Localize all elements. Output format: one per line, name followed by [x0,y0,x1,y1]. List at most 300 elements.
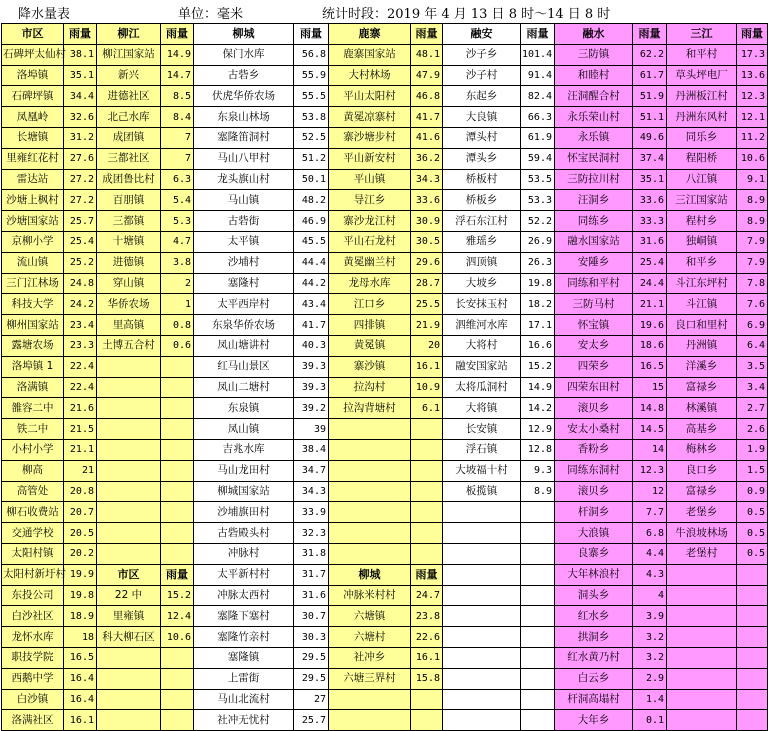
rain-value [64,252,97,273]
table-row [2,148,768,169]
table-row [2,710,768,731]
rain-label: 31.7 [301,569,326,581]
rain-label: 14.8 [639,402,664,414]
table-row [2,169,768,190]
rain-value [294,419,329,440]
rain-label: 31.6 [639,236,664,248]
station-name [194,606,294,627]
station-name [443,127,521,148]
station-name [667,315,737,336]
station-label: 丹洲镇 [685,339,718,352]
rain-value [737,523,768,544]
rain-header-label: 雨量 [166,568,188,582]
station-name [329,65,411,86]
rain-label: 39.2 [301,402,326,414]
rain-value [633,190,667,211]
station-name [194,523,294,544]
rain-label: 52.5 [301,132,326,144]
rain-label: 4.4 [645,548,664,560]
station-name [2,273,64,294]
station-name [443,419,521,440]
station-name [194,710,294,731]
station-label: 石碑坪太仙村 [3,48,66,61]
empty-cell [329,460,411,481]
rain-label: 10.6 [166,631,191,643]
rain-label: 3.5 [746,361,765,373]
rain-value [294,398,329,419]
rain-label: 20.7 [69,506,94,518]
station-name [443,231,521,252]
station-label: 保门水库 [222,48,265,61]
column-header-rain [411,564,443,585]
station-name [329,335,411,356]
rain-label: 4.3 [645,569,664,581]
station-name [97,315,161,336]
station-name [194,273,294,294]
rain-value [737,44,768,65]
table-row [2,86,768,107]
station-name [97,211,161,232]
rain-value [64,668,97,689]
rain-value [161,315,194,336]
rain-value [521,377,555,398]
column-header-station [555,24,633,45]
table-row [2,689,768,710]
station-name [2,252,64,273]
rain-value [294,294,329,315]
station-name [667,523,737,544]
rain-label: 6.8 [645,527,664,539]
rain-label: 28.7 [415,277,440,289]
station-label: 柳江国家站 [102,48,155,61]
station-name [2,502,64,523]
rain-label: 15 [651,381,664,393]
empty-cell [97,689,161,710]
station-name [2,564,64,585]
empty-cell [521,627,555,648]
station-name [2,211,64,232]
rain-value [521,398,555,419]
rain-value [633,481,667,502]
rain-label: 0.1 [645,714,664,726]
empty-cell [667,689,737,710]
column-header-rain [411,24,443,45]
station-label: 永乐荣山村 [567,110,620,123]
rain-value [64,689,97,710]
station-label: 北己水库 [107,110,150,123]
station-name [555,419,633,440]
empty-cell [737,647,768,668]
empty-cell [329,439,411,460]
period-label: 统计时段：2019 年 4 月 13 日 8 时～14 日 8 时 [322,7,611,22]
rain-value [633,502,667,523]
station-name [555,231,633,252]
station-label: 四荣乡 [577,360,610,373]
station-label: 白沙社区 [11,609,54,622]
empty-cell [737,585,768,606]
rain-label: 26.3 [527,257,552,269]
station-label: 红水黄乃村 [567,651,620,664]
rain-value [411,107,443,128]
station-name [194,668,294,689]
station-name [194,502,294,523]
station-label: 怀宝民洞村 [567,152,620,165]
rain-value [64,710,97,731]
rain-value [64,190,97,211]
station-name [667,294,737,315]
station-label: 马山八甲村 [217,152,270,165]
table-row [2,65,768,86]
table-row [2,481,768,502]
station-label: 红马山景区 [217,360,270,373]
station-label: 社冲乡 [353,651,386,664]
rain-value [633,460,667,481]
rain-label: 21.5 [69,423,94,435]
station-name [97,627,161,648]
station-name [329,211,411,232]
rain-label: 0.8 [172,319,191,331]
column-header-station [329,564,411,585]
rain-value [633,335,667,356]
rain-value [294,211,329,232]
station-label: 古砦乡 [227,68,260,81]
station-name [194,585,294,606]
empty-cell [97,419,161,440]
station-name [667,44,737,65]
table-row [2,273,768,294]
station-label: 东起乡 [465,89,498,102]
rain-value [521,107,555,128]
station-label: 马山龙田村 [217,464,270,477]
station-label: 沙塘上枫村 [6,193,59,206]
station-name [329,107,411,128]
station-label: 马山北流村 [217,692,270,705]
rain-label: 32.6 [69,111,94,123]
column-header-rain [64,24,97,45]
rain-label: 2.9 [645,673,664,685]
station-label: 沙塘国家站 [6,214,59,227]
rain-label: 35.1 [639,173,664,185]
rain-value [64,356,97,377]
station-label: 拉沟村 [353,380,386,393]
rain-label: 3.4 [746,381,765,393]
rain-value [294,564,329,585]
rain-value [521,44,555,65]
station-label: 柳城国家站 [217,484,270,497]
station-name [194,335,294,356]
rain-label: 6.9 [746,319,765,331]
rain-value [633,627,667,648]
station-name [329,668,411,689]
station-name [2,65,64,86]
rain-label: 29.5 [301,652,326,664]
rain-value [737,190,768,211]
rain-value [294,190,329,211]
rain-label: 20.8 [69,485,94,497]
station-label: 白沙镇 [16,692,49,705]
station-name [555,315,633,336]
rain-value [294,647,329,668]
rain-value [521,481,555,502]
rain-value [737,211,768,232]
station-label: 洞头乡 [577,588,610,601]
empty-cell [97,460,161,481]
station-label: 鹿寨国家站 [343,48,396,61]
rain-value [633,647,667,668]
rain-label: 21.1 [639,298,664,310]
station-name [555,252,633,273]
station-name [329,398,411,419]
station-name [555,647,633,668]
rain-label: 15.2 [166,589,191,601]
station-label: 冲脉米村村 [343,588,396,601]
rain-label: 7.9 [746,236,765,248]
rain-value [294,335,329,356]
empty-cell [737,564,768,585]
empty-cell [97,502,161,523]
station-name [97,107,161,128]
station-name [194,211,294,232]
rain-label: 7.6 [746,298,765,310]
rain-label: 30.9 [415,215,440,227]
empty-cell [443,523,521,544]
station-label: 老堡村 [685,547,718,560]
station-label: 太平镇 [227,235,260,248]
empty-cell [161,377,194,398]
station-label: 太平西岸村 [217,297,270,310]
station-label: 22 中 [114,588,143,601]
rain-value [633,377,667,398]
empty-cell [737,606,768,627]
station-name [194,377,294,398]
rain-value [737,502,768,523]
rain-label: 11.2 [740,132,765,144]
rain-label: 38.1 [69,49,94,61]
rain-value [521,335,555,356]
station-label: 汪洞醒合村 [567,89,620,102]
rain-value [521,439,555,460]
rain-value [633,86,667,107]
rain-value [294,44,329,65]
rain-label: 47.9 [415,69,440,81]
rain-value [161,65,194,86]
station-label: 红水乡 [577,609,610,622]
rain-value [521,252,555,273]
station-name [194,647,294,668]
station-label: 塞隆笛洞村 [217,131,270,144]
station-name [97,65,161,86]
rain-value [411,148,443,169]
station-label: 露塘农场 [11,339,54,352]
rain-value [294,273,329,294]
rain-label: 46.8 [415,90,440,102]
station-label: 三防镇 [577,48,610,61]
column-header-station [667,24,737,45]
rain-value [64,502,97,523]
station-label: 四排镇 [353,318,386,331]
rain-label: 7.8 [746,277,765,289]
rain-label: 3.2 [645,631,664,643]
rain-label: 12.9 [527,423,552,435]
empty-cell [667,710,737,731]
rain-label: 31.8 [301,548,326,560]
empty-cell [97,647,161,668]
rain-value [294,356,329,377]
table-row [2,502,768,523]
table-row [2,315,768,336]
station-name [194,65,294,86]
rain-value [737,398,768,419]
rain-value [64,65,97,86]
station-label: 和睦村 [577,68,610,81]
rain-value [411,377,443,398]
station-label: 潭头村 [465,131,498,144]
rain-label: 7 [184,153,191,165]
rain-value [633,543,667,564]
station-label: 拱洞乡 [577,630,610,643]
station-name [555,668,633,689]
station-label: 凤山塘讲村 [217,339,270,352]
table-row [2,439,768,460]
rain-value [64,294,97,315]
rain-header-label: 雨量 [166,27,188,41]
station-name [194,315,294,336]
station-name [667,460,737,481]
station-label: 同练东洞村 [567,464,620,477]
station-name [667,252,737,273]
rain-value [411,585,443,606]
rain-value [64,211,97,232]
rain-value [633,211,667,232]
station-name [555,543,633,564]
rain-value [737,294,768,315]
station-name [667,439,737,460]
station-name [667,273,737,294]
rain-label: 33.9 [301,506,326,518]
station-label: 三都社区 [107,152,150,165]
table-row [2,398,768,419]
station-name [443,315,521,336]
station-label: 六塘三界村 [343,672,396,685]
rain-value [521,419,555,440]
station-name [194,481,294,502]
station-label: 新兴 [118,68,139,81]
rain-label: 34.3 [415,173,440,185]
station-label: 安太小桑村 [567,422,620,435]
rain-label: 29.5 [301,673,326,685]
rain-value [521,65,555,86]
station-label: 科大柳石区 [102,630,155,643]
station-label: 伏虎华侨农场 [212,89,275,102]
rain-value [633,315,667,336]
station-label: 塞隆下塞村 [217,609,270,622]
station-label: 十塘镇 [112,235,145,248]
station-label: 东泉华侨农场 [212,318,275,331]
rain-label: 6.3 [172,173,191,185]
rain-label: 7 [184,132,191,144]
rain-value [64,564,97,585]
station-name [555,481,633,502]
empty-cell [521,564,555,585]
table-row [2,231,768,252]
rain-value [161,231,194,252]
station-name [194,398,294,419]
station-name [555,211,633,232]
station-name [667,65,737,86]
station-label: 塞隆镇 [227,651,260,664]
rain-label: 14.5 [639,423,664,435]
rain-value [294,627,329,648]
rain-value [161,148,194,169]
station-name [2,127,64,148]
station-label: 六塘镇 [353,609,386,622]
station-label: 拉沟背塘村 [343,401,396,414]
rain-value [633,356,667,377]
rain-label: 22.4 [69,361,94,373]
rain-value [411,606,443,627]
rain-value [411,398,443,419]
rain-value [294,543,329,564]
rain-label: 3.9 [645,610,664,622]
rain-label: 25.2 [69,257,94,269]
column-header-station [97,24,161,45]
rain-label: 24.8 [69,277,94,289]
station-name [555,377,633,398]
rain-value [64,439,97,460]
rain-value [633,398,667,419]
rain-label: 30.3 [301,631,326,643]
rain-label: 18.2 [527,298,552,310]
rain-value [161,627,194,648]
empty-cell [161,523,194,544]
station-label: 桥板村 [465,172,498,185]
station-label: 龙母水库 [348,276,391,289]
rain-label: 5.4 [172,194,191,206]
station-label: 三防拉川村 [567,172,620,185]
station-name [443,273,521,294]
rain-header-label: 雨量 [300,27,322,41]
rain-label: 45.5 [301,236,326,248]
rain-value [161,169,194,190]
station-name [329,231,411,252]
station-name [443,169,521,190]
rain-label: 9.1 [746,173,765,185]
rain-value [161,86,194,107]
station-name [667,148,737,169]
station-name [667,377,737,398]
rain-label: 40.3 [301,340,326,352]
station-name [443,356,521,377]
empty-cell [161,689,194,710]
empty-cell [97,398,161,419]
empty-cell [521,647,555,668]
station-label: 洛满镇 [16,380,49,393]
rain-label: 51.9 [639,90,664,102]
station-name [667,169,737,190]
group-header-label: 市区 [117,568,140,582]
empty-cell [443,689,521,710]
rain-label: 8.4 [172,111,191,123]
rain-value [161,190,194,211]
station-name [667,502,737,523]
rain-label: 41.6 [415,132,440,144]
rain-value [521,211,555,232]
rain-value [521,169,555,190]
station-name [194,356,294,377]
station-name [194,127,294,148]
empty-cell [161,419,194,440]
empty-cell [411,419,443,440]
